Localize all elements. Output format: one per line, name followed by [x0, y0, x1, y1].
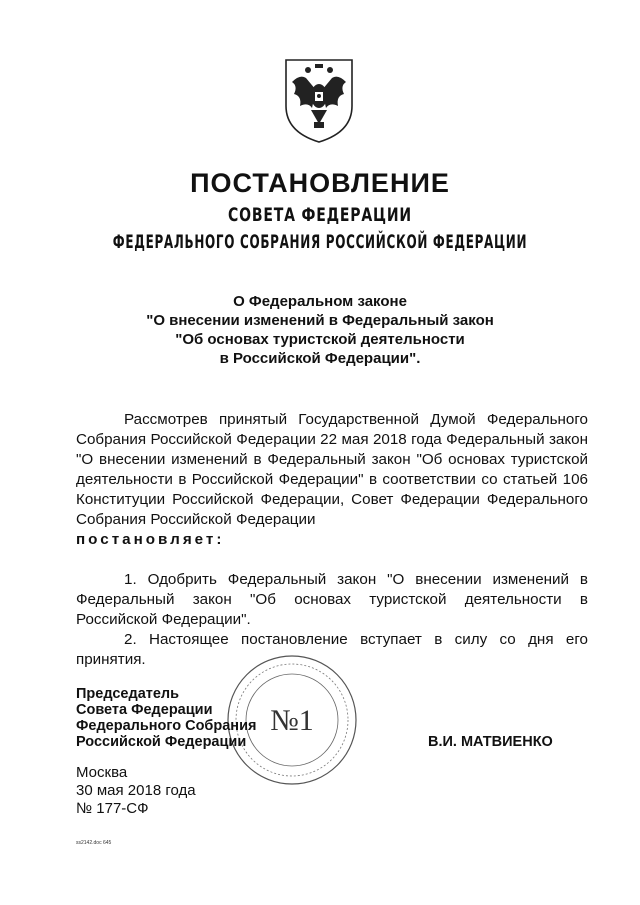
subject-line: О Федеральном законе [233, 293, 407, 310]
subject-line: "Об основах туристской деятельности [175, 331, 465, 348]
signatory-name: В.И. МАТВИЕНКО [428, 734, 553, 750]
subject-line: в Российской Федерации". [219, 350, 421, 367]
city: Москва [76, 764, 128, 781]
resolves-word: постановляет: [76, 531, 225, 548]
position-line: Федерального Собрания [76, 718, 257, 734]
position-line: Российской Федерации [76, 734, 247, 750]
document-number: № 177-СФ [76, 800, 149, 817]
date: 30 мая 2018 года [76, 782, 196, 799]
subject-line: "О внесении изменений в Федеральный закон [146, 312, 494, 329]
issuing-body-line2: ФЕДЕРАЛЬНОГО СОБРАНИЯ РОССИЙСКОЙ ФЕДЕРАЦИИ [112, 231, 528, 253]
position-line: Председатель [76, 686, 180, 702]
file-reference: ss2142.doc 645 [76, 840, 112, 846]
preamble-paragraph: Рассмотрев принятый Государственной Думой Федерального Собрания Российской Федерации 22 мая 2018 года Федеральный закон "О внесении изменений в Федеральный закон "Об основах туристской деятельности в Российской Федерации" в соответствии со статьей 106 Конституции Российской Федерации, Совет Федерации Федерального Собрания Российской Федерации [76, 411, 588, 528]
place-date-number [76, 764, 196, 818]
item-1-paragraph: 1. Одобрить Федеральный закон "О внесении изменений в Федеральный закон "Об основах туристской деятельности в Российской Федерации". [76, 571, 588, 628]
subject-heading [0, 292, 640, 368]
position-line: Совета Федерации [76, 702, 213, 718]
document-title: ПОСТАНОВЛЕНИЕ [190, 168, 450, 198]
resolution-body [76, 410, 588, 670]
coat-of-arms-emblem [278, 56, 360, 144]
issuing-body-line1: СОВЕТА ФЕДЕРАЦИИ [227, 204, 412, 226]
signatory-position [76, 686, 256, 750]
item-2-paragraph: 2. Настоящее постановление вступает в силу со дня его принятия. [76, 631, 588, 668]
stamp-number: №1 [270, 704, 314, 737]
